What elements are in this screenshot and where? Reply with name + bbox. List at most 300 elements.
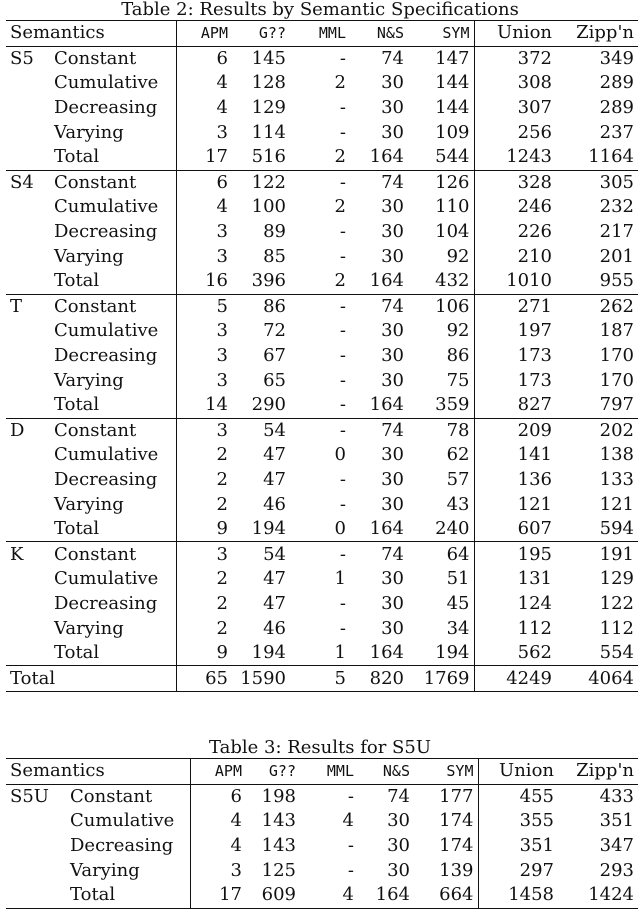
cell-mml: 1 bbox=[334, 642, 346, 664]
cell-ns: 30 bbox=[381, 444, 404, 466]
cell-zippn: 170 bbox=[599, 369, 634, 391]
cell-zippn: 202 bbox=[556, 418, 638, 443]
row-label: Constant bbox=[50, 170, 176, 195]
cell-union: 112 bbox=[517, 617, 552, 639]
header-col: MML bbox=[290, 21, 350, 47]
cell-sym: 34 bbox=[408, 616, 474, 641]
cell-mml: - bbox=[339, 121, 346, 143]
cell-sym: 109 bbox=[408, 120, 474, 145]
cell-union: 124 bbox=[517, 592, 552, 614]
cell-g: 54 bbox=[232, 542, 290, 567]
group-label: T bbox=[6, 294, 50, 319]
cell-g: 516 bbox=[251, 146, 286, 168]
group-label-empty bbox=[6, 393, 50, 418]
header-semantics: Semantics bbox=[6, 759, 190, 785]
cell-apm: 2 bbox=[216, 592, 228, 614]
cell-g: 67 bbox=[263, 345, 286, 367]
group-label-empty bbox=[6, 641, 50, 666]
table3-header-row bbox=[6, 759, 638, 785]
row-label: Decreasing bbox=[66, 834, 190, 859]
table-row bbox=[6, 319, 638, 344]
cell-union: 307 bbox=[517, 97, 552, 119]
cell-union: 246 bbox=[517, 196, 552, 218]
row-label: Cumulative bbox=[50, 567, 176, 592]
cell-union: 1243 bbox=[506, 146, 552, 168]
table-row bbox=[6, 567, 638, 592]
row-label: Varying bbox=[66, 858, 190, 883]
cell-zippn: 133 bbox=[599, 468, 634, 490]
cell-apm: 2 bbox=[216, 617, 228, 639]
row-label: Constant bbox=[50, 46, 176, 71]
cell-apm: 16 bbox=[205, 270, 228, 292]
row-label: Decreasing bbox=[50, 344, 176, 369]
row-label: Varying bbox=[50, 120, 176, 145]
row-label: Decreasing bbox=[50, 592, 176, 617]
cell-apm: 3 bbox=[216, 221, 228, 243]
table-row bbox=[6, 883, 638, 908]
cell-ns: 30 bbox=[381, 121, 404, 143]
table-row bbox=[6, 170, 638, 195]
cell-zippn: 232 bbox=[599, 196, 634, 218]
row-label: Constant bbox=[66, 784, 190, 809]
cell-mml: - bbox=[339, 468, 346, 490]
row-label: Total bbox=[50, 393, 176, 418]
row-label: Varying bbox=[50, 492, 176, 517]
cell-union: 271 bbox=[474, 294, 556, 319]
total-union: 4249 bbox=[474, 666, 556, 692]
cell-g: 129 bbox=[251, 97, 286, 119]
cell-apm: 3 bbox=[216, 121, 228, 143]
cell-g: 47 bbox=[263, 444, 286, 466]
cell-union: 372 bbox=[517, 47, 552, 69]
cell-mml: 2 bbox=[334, 270, 346, 292]
cell-g: 100 bbox=[251, 196, 286, 218]
cell-mml: 2 bbox=[334, 72, 346, 94]
cell-sym: 64 bbox=[408, 542, 474, 567]
row-label: Total bbox=[50, 641, 176, 666]
table-row bbox=[6, 244, 638, 269]
group-label: S4 bbox=[6, 170, 50, 195]
cell-zippn: 191 bbox=[556, 542, 638, 567]
cell-mml: - bbox=[290, 542, 350, 567]
cell-ns: 30 bbox=[381, 221, 404, 243]
cell-apm: 3 bbox=[216, 345, 228, 367]
cell-apm: 4 bbox=[216, 72, 228, 94]
table-row bbox=[6, 368, 638, 393]
table-row bbox=[6, 46, 638, 71]
cell-sym: 126 bbox=[408, 170, 474, 195]
group-label-empty bbox=[6, 517, 50, 542]
header-col: SYM bbox=[408, 21, 474, 47]
total-sym: 1769 bbox=[408, 666, 474, 692]
header-col: Zipp'n bbox=[558, 759, 638, 785]
cell-ns: 74 bbox=[387, 785, 410, 807]
group-label-empty bbox=[6, 96, 50, 121]
cell-sym: 78 bbox=[408, 418, 474, 443]
group-label-empty bbox=[6, 567, 50, 592]
cell-union: 173 bbox=[517, 369, 552, 391]
cell-ns: 30 bbox=[381, 72, 404, 94]
total-zippn: 4064 bbox=[556, 666, 638, 692]
cell-apm: 6 bbox=[230, 785, 242, 807]
cell-apm: 9 bbox=[216, 642, 228, 664]
cell-apm: 4 bbox=[230, 810, 242, 832]
cell-g: 194 bbox=[251, 642, 286, 664]
cell-sym: 144 bbox=[408, 71, 474, 96]
table-row bbox=[6, 418, 638, 443]
cell-g: 145 bbox=[251, 47, 286, 69]
total-g: 1590 bbox=[232, 666, 290, 692]
cell-sym: 106 bbox=[408, 294, 474, 319]
cell-union: 297 bbox=[519, 859, 554, 881]
header-col: APM bbox=[176, 21, 232, 47]
cell-ns: 30 bbox=[381, 196, 404, 218]
table-row bbox=[6, 220, 638, 245]
group-label: K bbox=[6, 542, 50, 567]
table-row bbox=[6, 195, 638, 220]
cell-g: 47 bbox=[263, 592, 286, 614]
cell-zippn: 129 bbox=[599, 568, 634, 590]
table-row bbox=[6, 71, 638, 96]
row-label: Constant bbox=[50, 418, 176, 443]
group-label-empty bbox=[6, 71, 50, 96]
row-label: Cumulative bbox=[50, 319, 176, 344]
cell-ns: 30 bbox=[387, 859, 410, 881]
cell-sym: 544 bbox=[408, 145, 474, 170]
cell-sym: 62 bbox=[408, 443, 474, 468]
cell-union: 308 bbox=[517, 72, 552, 94]
cell-g: 194 bbox=[251, 518, 286, 540]
cell-zippn: 138 bbox=[599, 444, 634, 466]
cell-union: 136 bbox=[517, 468, 552, 490]
row-label: Cumulative bbox=[66, 809, 190, 834]
cell-g: 143 bbox=[261, 810, 296, 832]
header-col: G?? bbox=[232, 21, 290, 47]
cell-union: 209 bbox=[474, 418, 556, 443]
cell-zippn: 201 bbox=[599, 245, 634, 267]
cell-apm: 3 bbox=[230, 859, 242, 881]
header-col: N&S bbox=[350, 21, 408, 47]
table2-caption: Table 2: Results by Semantic Specifications bbox=[121, 0, 519, 20]
cell-zippn: 289 bbox=[599, 97, 634, 119]
cell-union: 141 bbox=[517, 444, 552, 466]
cell-union: 1010 bbox=[506, 270, 552, 292]
cell-ns: 164 bbox=[369, 642, 404, 664]
cell-sym: 45 bbox=[408, 592, 474, 617]
table-row bbox=[6, 809, 638, 834]
cell-ns: 164 bbox=[369, 518, 404, 540]
table-row bbox=[6, 542, 638, 567]
cell-mml: 2 bbox=[334, 196, 346, 218]
cell-zippn: 797 bbox=[599, 394, 634, 416]
cell-g: 46 bbox=[263, 493, 286, 515]
header-col: Zipp'n bbox=[556, 21, 638, 47]
cell-g: 609 bbox=[246, 883, 300, 908]
cell-union: 328 bbox=[474, 170, 556, 195]
cell-mml: - bbox=[347, 785, 354, 807]
table-row bbox=[6, 294, 638, 319]
cell-union: 197 bbox=[517, 320, 552, 342]
cell-union: 256 bbox=[517, 121, 552, 143]
group-label-empty bbox=[6, 834, 66, 859]
header-col: SYM bbox=[414, 759, 478, 785]
row-label: Decreasing bbox=[50, 468, 176, 493]
cell-sym: 75 bbox=[408, 368, 474, 393]
cell-union: 173 bbox=[517, 345, 552, 367]
cell-g: 290 bbox=[251, 394, 286, 416]
cell-union: 607 bbox=[517, 518, 552, 540]
cell-union: 131 bbox=[517, 568, 552, 590]
cell-mml: - bbox=[339, 617, 346, 639]
row-label: Decreasing bbox=[50, 96, 176, 121]
cell-ns: 164 bbox=[369, 146, 404, 168]
cell-mml: - bbox=[347, 859, 354, 881]
cell-g: 65 bbox=[263, 369, 286, 391]
row-label: Total bbox=[50, 269, 176, 294]
cell-union: 562 bbox=[517, 642, 552, 664]
cell-sym: 57 bbox=[408, 468, 474, 493]
table-row bbox=[6, 145, 638, 170]
cell-g: 198 bbox=[261, 785, 296, 807]
table-row bbox=[6, 616, 638, 641]
cell-apm: 2 bbox=[216, 493, 228, 515]
cell-zippn: 121 bbox=[599, 493, 634, 515]
cell-zippn: 955 bbox=[599, 270, 634, 292]
cell-apm: 3 bbox=[176, 418, 232, 443]
table-row bbox=[6, 96, 638, 121]
cell-ns: 30 bbox=[381, 493, 404, 515]
group-label-empty bbox=[6, 616, 50, 641]
table-row bbox=[6, 858, 638, 883]
cell-zippn: 170 bbox=[599, 345, 634, 367]
cell-zippn: 217 bbox=[599, 221, 634, 243]
cell-zippn: 351 bbox=[599, 810, 634, 832]
cell-ns: 164 bbox=[369, 394, 404, 416]
cell-ns: 74 bbox=[350, 542, 408, 567]
cell-ns: 164 bbox=[369, 270, 404, 292]
cell-g: 86 bbox=[232, 294, 290, 319]
cell-mml: - bbox=[290, 418, 350, 443]
table-row bbox=[6, 834, 638, 859]
group-label-empty bbox=[6, 858, 66, 883]
row-label: Varying bbox=[50, 368, 176, 393]
total-apm: 65 bbox=[176, 666, 232, 692]
group-label-empty bbox=[6, 492, 50, 517]
cell-sym: 92 bbox=[408, 244, 474, 269]
cell-sym: 359 bbox=[408, 393, 474, 418]
cell-sym: 51 bbox=[408, 567, 474, 592]
table2-header-row bbox=[6, 21, 638, 47]
cell-g: 396 bbox=[251, 270, 286, 292]
cell-mml: - bbox=[290, 170, 350, 195]
group-label-empty bbox=[6, 220, 50, 245]
cell-union: 355 bbox=[519, 810, 554, 832]
table2-results bbox=[6, 20, 638, 692]
cell-zippn: 262 bbox=[556, 294, 638, 319]
cell-zippn: 293 bbox=[599, 859, 634, 881]
cell-zippn: 554 bbox=[599, 642, 634, 664]
cell-ns: 74 bbox=[381, 47, 404, 69]
group-label-empty bbox=[6, 269, 50, 294]
group-label-empty bbox=[6, 120, 50, 145]
cell-union: 455 bbox=[519, 785, 554, 807]
cell-ns: 30 bbox=[381, 320, 404, 342]
cell-mml: 0 bbox=[334, 444, 346, 466]
cell-mml: - bbox=[339, 345, 346, 367]
cell-union: 351 bbox=[519, 835, 554, 857]
row-label: Varying bbox=[50, 616, 176, 641]
table-row bbox=[6, 344, 638, 369]
cell-zippn: 594 bbox=[599, 518, 634, 540]
table-row bbox=[6, 468, 638, 493]
cell-mml: 1 bbox=[334, 568, 346, 590]
cell-mml: - bbox=[290, 294, 350, 319]
table-row bbox=[6, 784, 638, 809]
table-row bbox=[6, 641, 638, 666]
cell-apm: 3 bbox=[216, 320, 228, 342]
cell-zippn: 347 bbox=[599, 835, 634, 857]
cell-sym: 174 bbox=[414, 834, 478, 859]
row-label: Constant bbox=[50, 542, 176, 567]
group-label: D bbox=[6, 418, 50, 443]
cell-g: 114 bbox=[251, 121, 286, 143]
cell-sym: 110 bbox=[408, 195, 474, 220]
cell-union: 195 bbox=[474, 542, 556, 567]
row-label: Decreasing bbox=[50, 220, 176, 245]
row-label: Cumulative bbox=[50, 195, 176, 220]
cell-mml: - bbox=[339, 245, 346, 267]
cell-apm: 6 bbox=[176, 170, 232, 195]
cell-g: 54 bbox=[232, 418, 290, 443]
cell-zippn: 1164 bbox=[588, 146, 634, 168]
cell-ns: 30 bbox=[381, 568, 404, 590]
table-row bbox=[6, 269, 638, 294]
cell-apm: 4 bbox=[230, 835, 242, 857]
cell-sym: 174 bbox=[414, 809, 478, 834]
group-label-empty bbox=[6, 809, 66, 834]
group-label: S5 bbox=[10, 47, 34, 69]
cell-apm: 3 bbox=[216, 245, 228, 267]
cell-zippn: 289 bbox=[599, 72, 634, 94]
cell-ns: 74 bbox=[350, 418, 408, 443]
cell-apm: 2 bbox=[216, 468, 228, 490]
cell-union: 827 bbox=[517, 394, 552, 416]
group-label-empty bbox=[6, 145, 50, 170]
cell-apm: 9 bbox=[216, 518, 228, 540]
cell-zippn: 433 bbox=[599, 785, 634, 807]
cell-sym: 194 bbox=[408, 641, 474, 666]
cell-union: 121 bbox=[517, 493, 552, 515]
table-row bbox=[6, 443, 638, 468]
cell-apm: 2 bbox=[216, 444, 228, 466]
cell-mml: - bbox=[339, 369, 346, 391]
total-row bbox=[6, 666, 638, 692]
group-label-empty bbox=[6, 443, 50, 468]
header-col: Union bbox=[474, 21, 556, 47]
group-label-empty bbox=[6, 195, 50, 220]
cell-sym: 664 bbox=[414, 883, 478, 908]
header-col: N&S bbox=[358, 759, 414, 785]
cell-sym: 139 bbox=[414, 858, 478, 883]
cell-g: 128 bbox=[251, 72, 286, 94]
header-col: G?? bbox=[246, 759, 300, 785]
cell-ns: 30 bbox=[381, 468, 404, 490]
table-row bbox=[6, 120, 638, 145]
row-label: Constant bbox=[50, 294, 176, 319]
cell-sym: 144 bbox=[408, 96, 474, 121]
cell-zippn: 237 bbox=[599, 121, 634, 143]
cell-sym: 86 bbox=[408, 344, 474, 369]
group-label-empty bbox=[6, 319, 50, 344]
cell-apm: 17 bbox=[205, 146, 228, 168]
total-mml: 5 bbox=[290, 666, 350, 692]
cell-sym: 147 bbox=[408, 46, 474, 71]
row-label: Varying bbox=[50, 244, 176, 269]
cell-mml: - bbox=[339, 394, 346, 416]
cell-g: 143 bbox=[261, 835, 296, 857]
table3-results bbox=[6, 758, 638, 909]
cell-mml: 4 bbox=[342, 810, 354, 832]
header-semantics: Semantics bbox=[6, 21, 176, 47]
cell-ns: 30 bbox=[381, 617, 404, 639]
cell-union: 210 bbox=[517, 245, 552, 267]
cell-ns: 30 bbox=[381, 97, 404, 119]
cell-union: 1458 bbox=[478, 883, 558, 908]
cell-apm: 5 bbox=[176, 294, 232, 319]
row-label: Total bbox=[66, 883, 190, 908]
cell-mml: - bbox=[339, 47, 346, 69]
group-label-empty bbox=[6, 368, 50, 393]
cell-g: 47 bbox=[263, 568, 286, 590]
cell-zippn: 122 bbox=[599, 592, 634, 614]
cell-sym: 177 bbox=[414, 784, 478, 809]
cell-apm: 4 bbox=[216, 97, 228, 119]
cell-zippn: 187 bbox=[599, 320, 634, 342]
group-label: S5U bbox=[10, 785, 49, 807]
cell-union: 226 bbox=[517, 221, 552, 243]
group-label-empty bbox=[6, 883, 66, 908]
cell-ns: 74 bbox=[350, 294, 408, 319]
table3-caption: Table 3: Results for S5U bbox=[209, 737, 431, 758]
cell-ns: 30 bbox=[387, 835, 410, 857]
cell-zippn: 112 bbox=[599, 617, 634, 639]
group-label-empty bbox=[6, 592, 50, 617]
cell-apm: 17 bbox=[190, 883, 246, 908]
cell-g: 89 bbox=[263, 221, 286, 243]
cell-g: 47 bbox=[263, 468, 286, 490]
table-row bbox=[6, 393, 638, 418]
cell-g: 85 bbox=[263, 245, 286, 267]
header-col: Union bbox=[478, 759, 558, 785]
cell-mml: - bbox=[347, 835, 354, 857]
cell-mml: 0 bbox=[334, 518, 346, 540]
cell-apm: 3 bbox=[216, 369, 228, 391]
table-row bbox=[6, 592, 638, 617]
row-label: Total bbox=[50, 517, 176, 542]
group-label-empty bbox=[6, 468, 50, 493]
cell-zippn: 1424 bbox=[558, 883, 638, 908]
table-row bbox=[6, 492, 638, 517]
cell-mml: 2 bbox=[334, 146, 346, 168]
cell-sym: 92 bbox=[408, 319, 474, 344]
cell-mml: - bbox=[339, 493, 346, 515]
cell-g: 122 bbox=[232, 170, 290, 195]
cell-ns: 164 bbox=[358, 883, 414, 908]
group-label-empty bbox=[6, 344, 50, 369]
row-label: Cumulative bbox=[50, 443, 176, 468]
cell-mml: - bbox=[339, 97, 346, 119]
cell-g: 46 bbox=[263, 617, 286, 639]
